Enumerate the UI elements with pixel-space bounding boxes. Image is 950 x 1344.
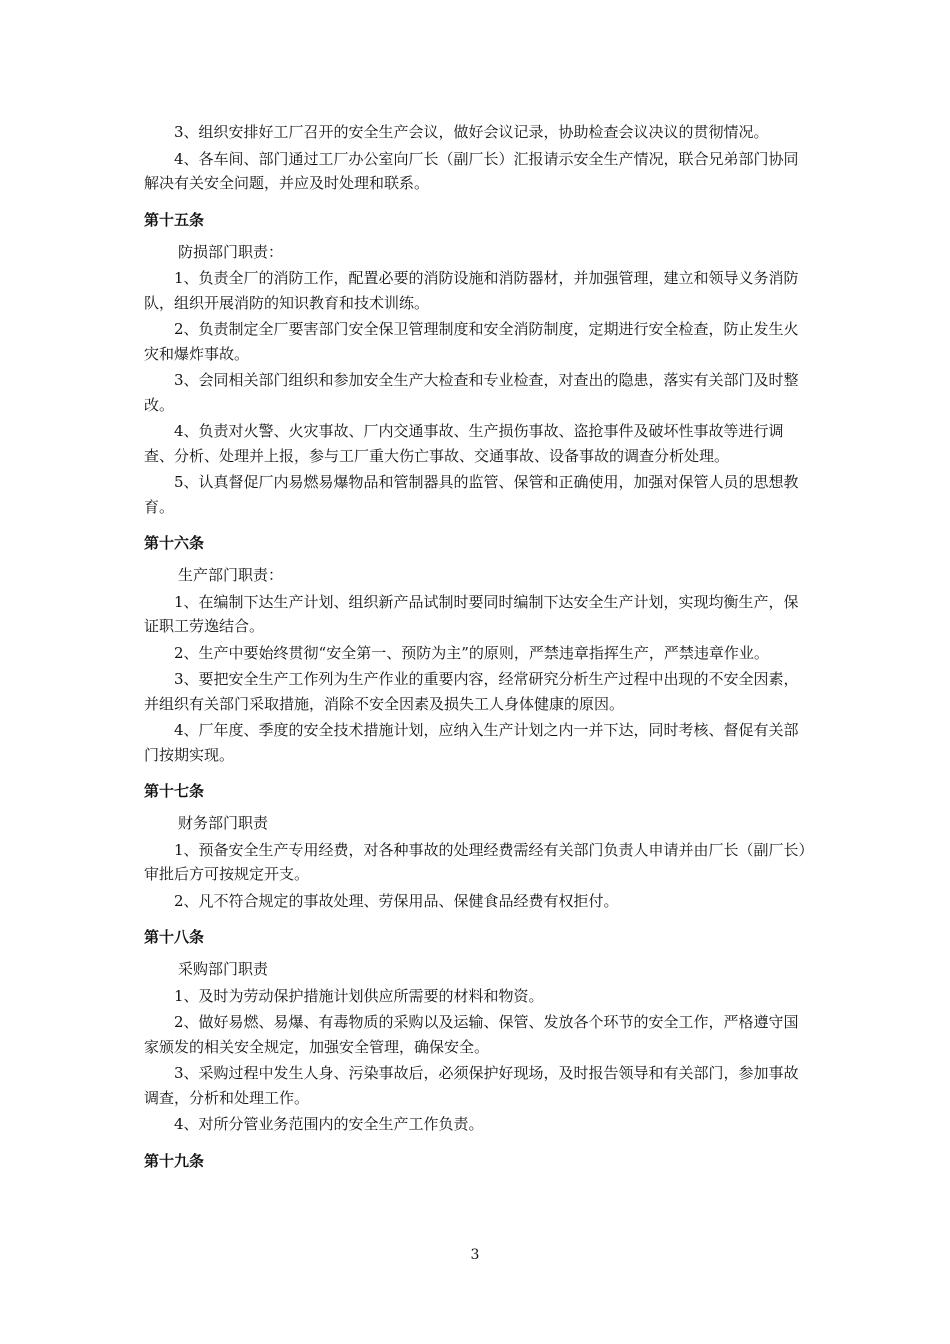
article-17 (144, 779, 812, 913)
list-item: 2、做好易燃、易爆、有毒物质的采购以及运输、保管、发放各个环节的安全工作，严格遵守国家颁发的相关安全规定，加强安全管理，确保安全。 (144, 1013, 799, 1056)
intro-paragraph: 3、组织安排好工厂召开的安全生产会议，做好会议记录，协助检查会议决议的贯彻情况。 (174, 123, 769, 141)
list-item: 3、采购过程中发生人身、污染事故后，必须保护好现场，及时报告领导和有关部门，参加事故调查，分析和处理工作。 (144, 1064, 799, 1107)
list-item: 4、厂年度、季度的安全技术措施计划，应纳入生产计划之内一并下达，同时考核、督促有关部门按期实现。 (144, 721, 799, 764)
article-15 (144, 208, 812, 520)
list-item: 1、预备安全生产专用经费，对各种事故的处理经费需经有关部门负责人申请并由厂长（副厂长）审批后方可按规定开支。 (144, 840, 807, 883)
list-item: 2、生产中要始终贯彻“安全第一、预防为主”的原则，严禁违章指挥生产，严禁违章作业。 (174, 643, 769, 662)
article-heading: 第十五条 (144, 210, 205, 229)
article-16 (144, 531, 812, 767)
article-heading: 第十六条 (144, 534, 205, 552)
list-item: 4、对所分管业务范围内的安全生产工作负责。 (174, 1115, 484, 1133)
list-item: 4、负责对火警、火灾事故、厂内交通事故、生产损伤事故、盗抢事件及破坏性事故等进行调查、分析、处理并上报，参与工厂重大伤亡事故、交通事故、设备事故的调查分析处理。 (144, 422, 784, 465)
list-item: 3、会同相关部门组织和参加安全生产大检查和专业检查，对查出的隐患，落实有关部门及时整改。 (144, 371, 799, 414)
article-heading: 第十七条 (144, 782, 205, 800)
list-item: 3、要把安全生产工作列为生产作业的重要内容，经常研究分析生产过程中出现的不安全因素，并组织有关部门采取措施，消除不安全因素及损失工人身体健康的原因。 (144, 670, 799, 713)
department-label: 生产部门职责： (178, 566, 284, 584)
document-body (144, 120, 812, 1181)
article-heading: 第十九条 (144, 1151, 205, 1170)
intro-paragraph: 4、各车间、部门通过工厂办公室向厂长（副厂长）汇报请示安全生产情况，联合兄弟部门协同解决有关安全问题，并应及时处理和联系。 (144, 149, 799, 192)
department-label: 防损部门职责： (178, 242, 284, 261)
department-label: 采购部门职责 (178, 960, 269, 978)
article-19 (144, 1149, 812, 1173)
article-heading: 第十八条 (144, 928, 205, 946)
list-item: 2、负责制定全厂要害部门安全保卫管理制度和安全消防制度，定期进行安全检查，防止发生火灾和爆炸事故。 (144, 320, 799, 363)
list-item: 1、负责全厂的消防工作，配置必要的消防设施和消防器材，并加强管理，建立和领导义务消防队，组织开展消防的知识教育和技术训练。 (144, 269, 799, 312)
article-18 (144, 925, 812, 1137)
list-item: 1、及时为劳动保护措施计划供应所需要的材料和物资。 (174, 986, 544, 1005)
list-item: 5、认真督促厂内易燃易爆物品和管制器具的监管、保管和正确使用，加强对保管人员的思想教育。 (144, 473, 799, 516)
list-item: 1、在编制下达生产计划、组织新产品试制时要同时编制下达安全生产计划，实现均衡生产，保证职工劳逸结合。 (144, 592, 799, 635)
department-label: 财务部门职责 (178, 814, 269, 832)
page-number: 3 (470, 1247, 480, 1263)
list-item: 2、凡不符合规定的事故处理、劳保用品、保健食品经费有权拒付。 (174, 891, 619, 910)
